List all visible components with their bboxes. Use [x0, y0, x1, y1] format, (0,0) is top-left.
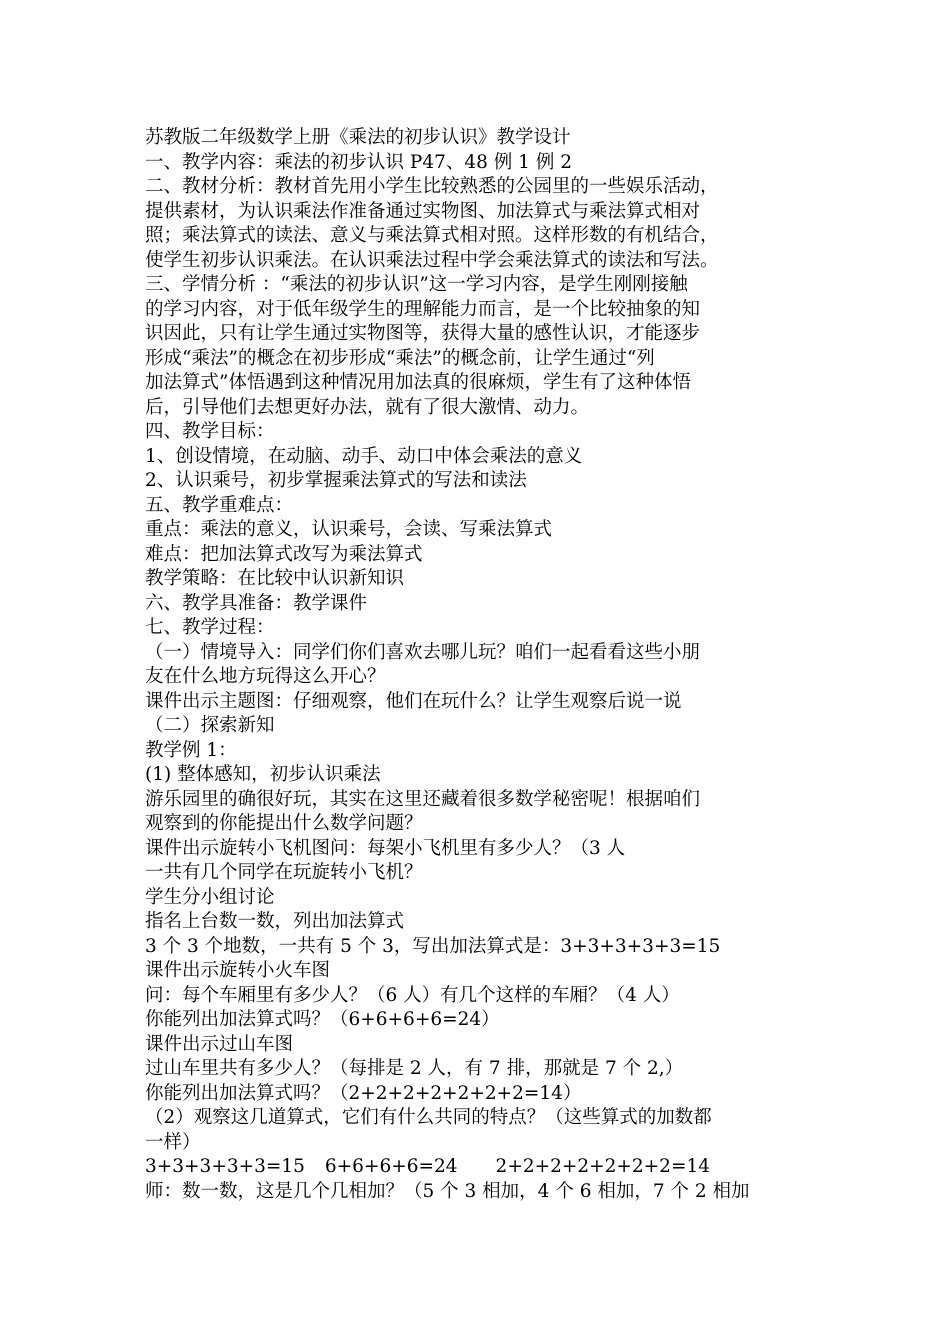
- document-line: 使学生初步认识乘法。在认识乘法过程中学会乘法算式的读法和写法。: [145, 249, 719, 271]
- document-line: 一共有几个同学在玩旋转小飞机？: [145, 862, 423, 883]
- document-line: 游乐园里的确很好玩，其实在这里还藏着很多数学秘密呢！根据咱们: [145, 788, 701, 810]
- document-line: 教学例 1：: [145, 739, 237, 761]
- document-line: 照；乘法算式的读法、意义与乘法算式相对照。这样形数的有机结合，: [145, 225, 719, 246]
- document-line: 提供素材，为认识乘法作准备通过实物图、加法算式与乘法算式相对: [145, 200, 701, 222]
- document-line: 识因此，只有让学生通过实物图等，获得大量的感性认识，才能逐步: [145, 323, 701, 344]
- document-line: 重点：乘法的意义，认识乘号，会读、写乘法算式: [145, 519, 553, 540]
- document-line: 你能列出加法算式吗？（2+2+2+2+2+2+2=14）: [145, 1082, 582, 1104]
- document-line: 师：数一数，这是几个几相加？（5 个 3 相加，4 个 6 相加，7 个 2 相加: [145, 1180, 750, 1202]
- document-line: (1) 整体感知，初步认识乘法: [145, 764, 381, 785]
- document-line: 六、教学具准备：教学课件: [145, 592, 368, 614]
- document-body: [145, 126, 825, 1204]
- document-line: 的学习内容，对于低年级学生的理解能力而言，是一个比较抽象的知: [145, 298, 701, 320]
- document-line: （一）情境导入：同学们你们喜欢去哪儿玩？咱们一起看看这些小朋: [145, 641, 701, 663]
- document-line: 难点：把加法算式改写为乘法算式: [145, 543, 423, 565]
- document-line: 七、教学过程：: [145, 617, 275, 638]
- equation-1: 3+3+3+3+3=15: [145, 1156, 305, 1177]
- document-line: 友在什么地方玩得这么开心？: [145, 666, 386, 687]
- document-line: （2）观察这几道算式，它们有什么共同的特点？（这些算式的加数都: [145, 1107, 712, 1128]
- document-title: 苏教版二年级数学上册《乘法的初步认识》教学设计: [145, 127, 571, 148]
- document-line: 教学策略：在比较中认识新知识: [145, 568, 405, 589]
- document-line: 课件出示旋转小火车图: [145, 960, 331, 981]
- document-line: 3 个 3 个地数，一共有 5 个 3，写出加法算式是：3+3+3+3+3=15: [145, 935, 721, 957]
- document-line: （二）探索新知: [145, 715, 275, 736]
- document-line: 问：每个车厢里有多少人？（6 人）有几个这样的车厢？（4 人）: [145, 984, 680, 1006]
- document-line: 课件出示旋转小飞机图问：每架小飞机里有多少人？（3 人: [145, 837, 626, 859]
- equation-2: 6+6+6+6=24: [324, 1156, 458, 1177]
- document-line: 1、创设情境，在动脑、动手、动口中体会乘法的意义: [145, 445, 583, 467]
- document-line: 课件出示主题图：仔细观察，他们在玩什么？让学生观察后说一说: [145, 690, 682, 712]
- document-line: 加法算式”体悟遇到这种情况用加法真的很麻烦，学生有了这种体悟: [145, 372, 691, 393]
- document-line: 后，引导他们去想更好办法，就有了很大激情、动力。: [145, 396, 590, 418]
- document-line: 2、认识乘号，初步掌握乘法算式的写法和读法: [145, 470, 527, 491]
- document-line: 二、教材分析：教材首先用小学生比较熟悉的公园里的一些娱乐活动，: [145, 176, 719, 197]
- equation-3: 2+2+2+2+2+2+2=14: [495, 1156, 710, 1177]
- document-line: 过山车里共有多少人？（每排是 2 人，有 7 排，那就是 7 个 2,）: [145, 1058, 684, 1079]
- document-line: 形成“乘法”的概念在初步形成“乘法”的概念前，让学生通过“列: [145, 347, 655, 369]
- document-line: 学生分小组讨论: [145, 886, 275, 908]
- document-line: 一样）: [145, 1131, 201, 1153]
- document-line: 三、学情分析 ：“乘法的初步认识”这一学习内容，是学生刚刚接触: [145, 274, 688, 295]
- equations-line: [145, 1155, 825, 1180]
- document-line: 五、教学重难点：: [145, 494, 294, 516]
- document-line: 观察到的你能提出什么数学问题？: [145, 813, 423, 834]
- document-line: 指名上台数一数，列出加法算式: [145, 911, 405, 932]
- document-line: 一、教学内容：乘法的初步认识 P47、48 例 1 例 2: [145, 151, 572, 173]
- document-line: 课件出示过山车图: [145, 1033, 294, 1055]
- document-line: 四、教学目标：: [145, 421, 275, 442]
- document-line: 你能列出加法算式吗？（6+6+6+6=24）: [145, 1009, 500, 1030]
